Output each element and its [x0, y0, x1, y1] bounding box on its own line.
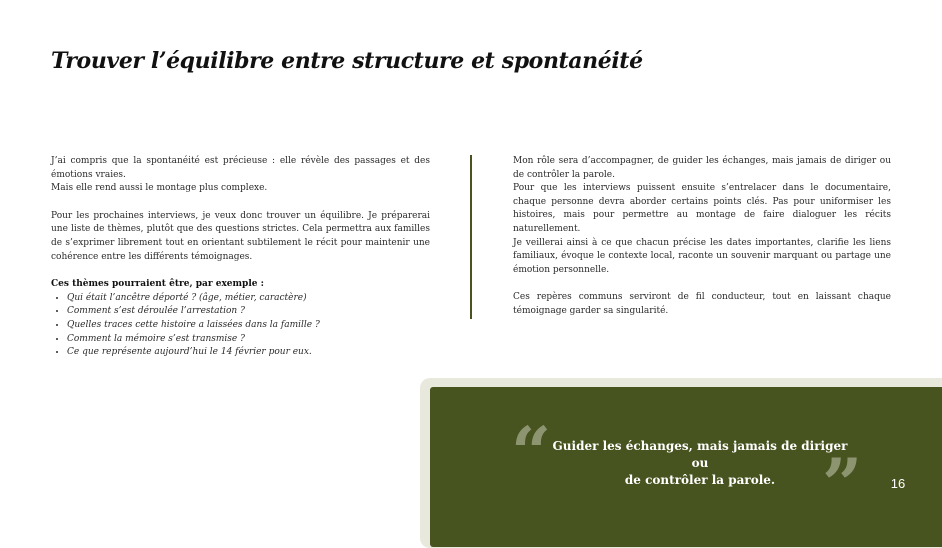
- left-column: [51, 155, 430, 360]
- list-item: • Comment la mémoire s’est transmise ?: [67, 333, 430, 347]
- list-item: • Ce que représente aujourd’hui le 14 février pour eux.: [67, 346, 430, 360]
- pull-quote-line-1: Guider les échanges, mais jamais de diriger ou: [552, 439, 848, 470]
- open-quote-icon: “: [511, 411, 552, 494]
- themes-title: Ces thèmes pourraient être, par exemple :: [51, 279, 264, 290]
- pull-quote-line-2: de contrôler la parole.: [624, 473, 776, 487]
- left-paragraph-2: Pour les prochaines interviews, je veux donc trouver un équilibre. Je préparerai une liste de thèmes, plutôt que des questions strictes. Cela permettra aux familles de s’exprimer librement tout en orientant subtilement le récit pour maintenir une cohérence entre les différents témoignages.: [51, 210, 430, 262]
- close-quote-icon: ”: [822, 443, 863, 526]
- list-item: • Qui était l’ancêtre déporté ? (âge, métier, caractère): [67, 292, 430, 306]
- right-paragraph-1-line-1: Mon rôle sera d’accompagner, de guider les échanges, mais jamais de diriger ou de contrôler la parole.: [513, 156, 891, 180]
- left-paragraph-1-line-2: Mais elle rend aussi le montage plus complexe.: [51, 183, 268, 194]
- page-number: 16: [890, 476, 906, 491]
- left-paragraph-1-line-1: J’ai compris que la spontanéité est précieuse : elle révèle des passages et des émotions vraies.: [51, 156, 430, 180]
- pull-quote: [548, 438, 852, 489]
- right-paragraph-1-line-3: Je veillerai ainsi à ce que chacun précise les dates importantes, clarifie les liens familiaux, évoque le contexte local, raconte un souvenir marquant ou partage une émotion personnelle.: [513, 237, 891, 275]
- list-item: • Quelles traces cette histoire a laissées dans la famille ?: [67, 319, 430, 333]
- page-title: Trouver l’équilibre entre structure et spontanéité: [51, 48, 643, 74]
- themes-list: [51, 292, 430, 360]
- right-paragraph-2: Ces repères communs serviront de fil conducteur, tout en laissant chaque témoignage garder sa singularité.: [513, 292, 891, 316]
- column-divider: [470, 155, 472, 319]
- right-paragraph-1-line-2: Pour que les interviews puissent ensuite s’entrelacer dans le documentaire, chaque personne devra aborder certains points clés. Pas pour uniformiser les histoires, mais pour permettre au montage de faire dialoguer les récits naturellement.: [513, 183, 891, 234]
- list-item: • Comment s’est déroulée l’arrestation ?: [67, 305, 430, 319]
- right-column: [513, 155, 891, 319]
